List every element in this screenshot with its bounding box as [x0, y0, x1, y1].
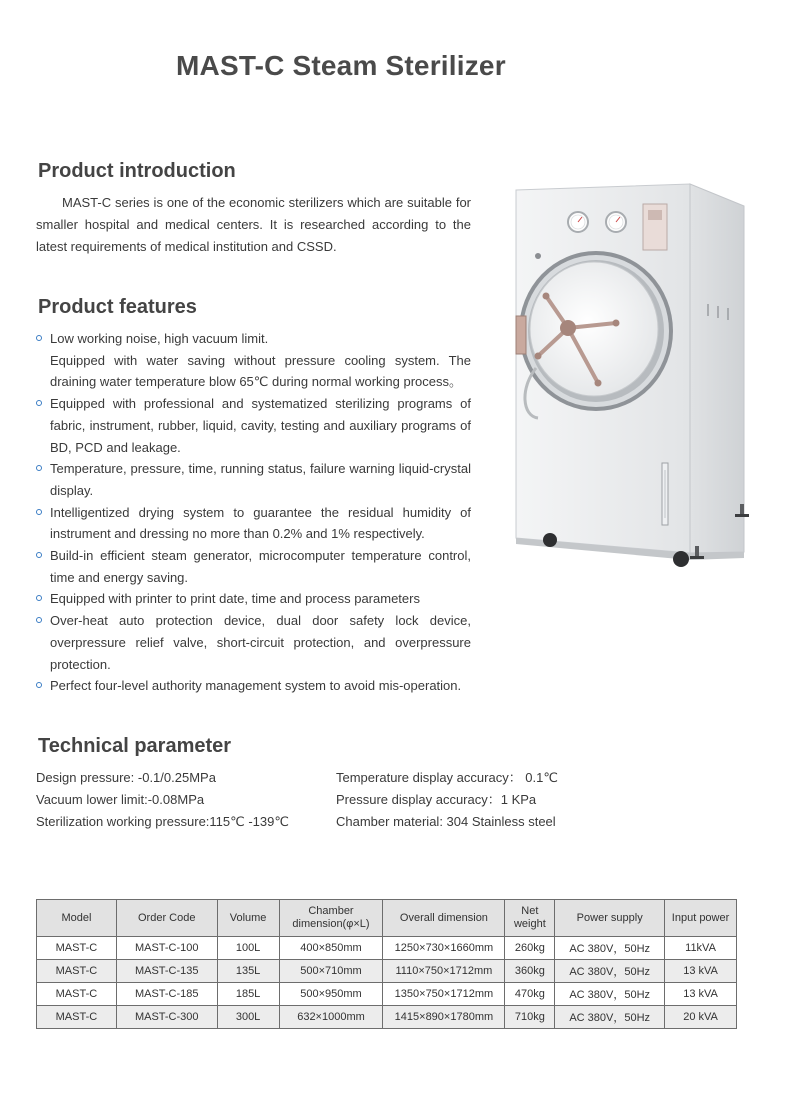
features-list	[36, 328, 471, 697]
col-header-model: Model	[37, 900, 117, 937]
table-row	[37, 1006, 737, 1029]
bullet-icon	[36, 595, 42, 601]
col-header-power-supply: Power supply	[555, 900, 665, 937]
table-cell: MAST-C	[37, 937, 117, 960]
feature-item: Build-in efficient steam generator, microcomputer temperature control, time and energy saving.	[36, 545, 471, 588]
intro-heading: Product introduction	[38, 160, 236, 182]
table-cell: MAST-C-135	[116, 960, 217, 983]
bullet-icon	[36, 465, 42, 471]
table-cell: MAST-C	[37, 983, 117, 1006]
sterilizer-image	[498, 178, 783, 573]
table-cell: 470kg	[505, 983, 555, 1006]
table-cell: 20 kVA	[665, 1006, 737, 1029]
table-cell: 185L	[217, 983, 279, 1006]
feature-item: Low working noise, high vacuum limit.	[36, 328, 471, 350]
feature-item: Intelligentized drying system to guarantee the residual humidity of instrument and dressing no more than 0.2% and 1% respectively.	[36, 502, 471, 545]
table-cell: 1415×890×1780mm	[383, 1006, 505, 1029]
feature-item: Equipped with printer to print date, time and process parameters	[36, 588, 471, 610]
table-cell: 1250×730×1660mm	[383, 937, 505, 960]
table-cell: 11kVA	[665, 937, 737, 960]
table-cell: 500×710mm	[279, 960, 383, 983]
table-cell: AC 380V，50Hz	[555, 960, 665, 983]
table-cell: AC 380V，50Hz	[555, 937, 665, 960]
bullet-icon	[36, 335, 42, 341]
table-cell: MAST-C	[37, 1006, 117, 1029]
tech-param: Temperature display accuracy： 0.1℃	[336, 770, 558, 785]
bullet-icon	[36, 682, 42, 688]
col-header-net-weight: Net weight	[505, 900, 555, 937]
col-header-input-power: Input power	[665, 900, 737, 937]
feature-item: Equipped with water saving without pressure cooling system. The draining water temperature blow 65℃ during normal working process。	[50, 352, 471, 390]
table-cell: AC 380V，50Hz	[555, 1006, 665, 1029]
table-cell: 300L	[217, 1006, 279, 1029]
table-cell: 1110×750×1712mm	[383, 960, 505, 983]
intro-paragraph: MAST-C series is one of the economic sterilizers which are suitable for smaller hospital and medical centers. It is researched according to the latest requirements of medical institution and CSSD.	[36, 195, 471, 254]
table-cell: 632×1000mm	[279, 1006, 383, 1029]
tech-heading: Technical parameter	[38, 735, 232, 757]
features-heading: Product features	[38, 296, 197, 318]
col-header-overall-dimension: Overall dimension	[383, 900, 505, 937]
table-cell: 710kg	[505, 1006, 555, 1029]
table-cell: 13 kVA	[665, 960, 737, 983]
tech-param: Sterilization working pressure:115℃ -139℃	[36, 814, 289, 829]
tech-params-right	[336, 767, 558, 833]
tech-params-left	[36, 767, 289, 833]
bullet-icon	[36, 552, 42, 558]
table-cell: MAST-C-185	[116, 983, 217, 1006]
col-header-order-code: Order Code	[116, 900, 217, 937]
table-cell: 360kg	[505, 960, 555, 983]
tech-param: Pressure display accuracy：1 KPa	[336, 792, 537, 807]
table-cell: AC 380V，50Hz	[555, 983, 665, 1006]
bullet-icon	[36, 617, 42, 623]
tech-param: Vacuum lower limit:-0.08MPa	[36, 792, 205, 807]
table-row	[37, 960, 737, 983]
table-cell: 100L	[217, 937, 279, 960]
col-header-chamber-dimension: Chamber dimension(φ×L)	[279, 900, 383, 937]
table-cell: MAST-C	[37, 960, 117, 983]
table-cell: 135L	[217, 960, 279, 983]
tech-param: Design pressure: -0.1/0.25MPa	[36, 770, 216, 785]
table-cell: 13 kVA	[665, 983, 737, 1006]
bullet-icon	[36, 400, 42, 406]
bullet-icon	[36, 509, 42, 515]
tech-param: Chamber material: 304 Stainless steel	[336, 814, 556, 829]
table-cell: MAST-C-300	[116, 1006, 217, 1029]
table-cell: 1350×750×1712mm	[383, 983, 505, 1006]
table-row	[37, 937, 737, 960]
col-header-volume: Volume	[217, 900, 279, 937]
table-cell: 260kg	[505, 937, 555, 960]
table-row	[37, 983, 737, 1006]
table-cell: MAST-C-100	[116, 937, 217, 960]
feature-item: Temperature, pressure, time, running status, failure warning liquid-crystal display.	[36, 458, 471, 501]
feature-item: Equipped with professional and systematized sterilizing programs of fabric, instrument, rubber, liquid, cavity, testing and auxiliary programs of BD, PCD and leakage.	[36, 393, 471, 458]
page-title: MAST-C Steam Sterilizer	[176, 50, 506, 81]
feature-item: Perfect four-level authority management system to avoid mis-operation.	[36, 675, 471, 697]
feature-item: Over-heat auto protection device, dual door safety lock device, overpressure relief valve, short-circuit protection, and overpressure protection.	[36, 610, 471, 675]
table-cell: 500×950mm	[279, 983, 383, 1006]
table-cell: 400×850mm	[279, 937, 383, 960]
spec-table	[36, 899, 737, 1029]
table-header-row	[37, 900, 737, 937]
